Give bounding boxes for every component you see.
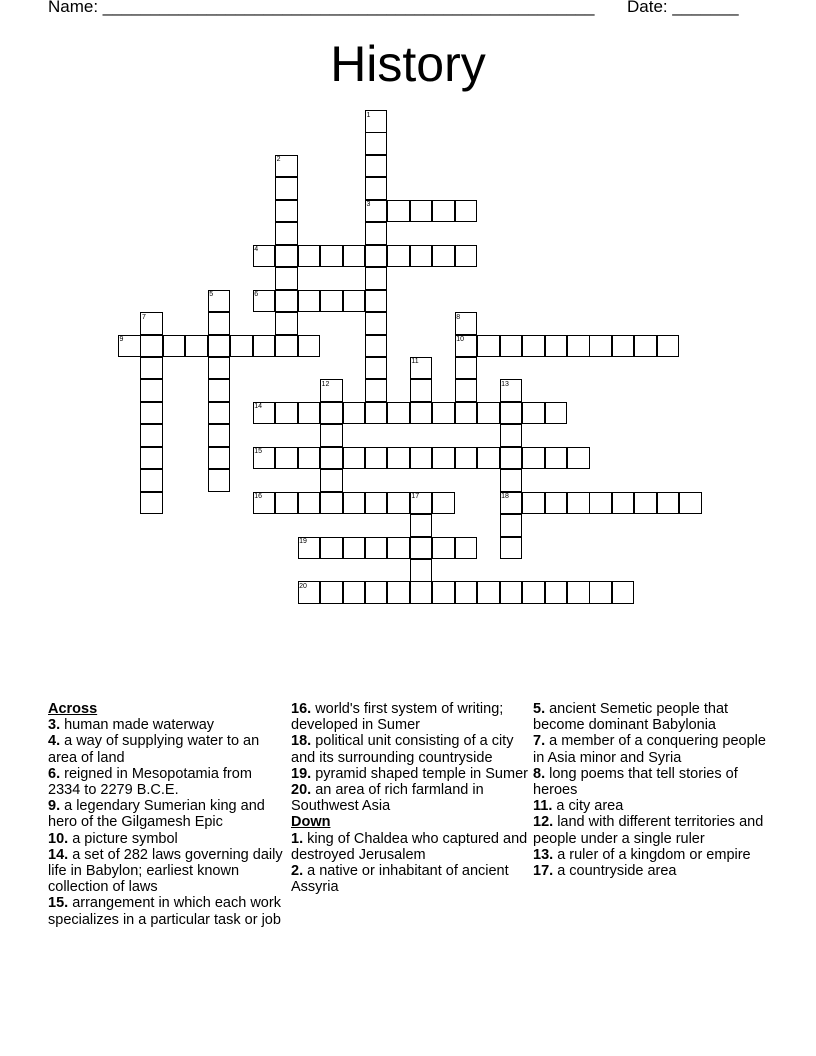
name-line[interactable]: ____________________________________________________ bbox=[102, 0, 595, 16]
crossword-cell[interactable] bbox=[343, 402, 366, 425]
clue-text: ancient Semetic people that become dominant Babylonia bbox=[533, 701, 729, 734]
crossword-cell[interactable] bbox=[140, 424, 163, 447]
crossword-cell[interactable] bbox=[275, 447, 298, 470]
crossword-cell[interactable] bbox=[500, 335, 523, 358]
crossword-cell[interactable] bbox=[432, 581, 455, 604]
clue-number-label: 8 bbox=[456, 313, 461, 321]
clues-column-3 bbox=[533, 701, 769, 879]
crossword-cell[interactable] bbox=[343, 447, 366, 470]
crossword-cell[interactable] bbox=[500, 424, 523, 447]
crossword-cell[interactable] bbox=[455, 200, 478, 223]
clue-number: 7. bbox=[533, 733, 546, 750]
across-heading: Across bbox=[48, 701, 98, 717]
crossword-cell[interactable] bbox=[679, 492, 702, 515]
crossword-cell[interactable] bbox=[365, 492, 388, 515]
crossword-cell[interactable] bbox=[365, 581, 388, 604]
clue-text: a picture symbol bbox=[68, 830, 178, 847]
clue-text: king of Chaldea who captured and destroyed Jerusalem bbox=[291, 830, 528, 863]
clue-text: a set of 282 laws governing daily life in Babylon; earliest known collection of laws bbox=[48, 846, 283, 896]
crossword-cell[interactable] bbox=[432, 200, 455, 223]
crossword-cell[interactable] bbox=[140, 379, 163, 402]
crossword-cell[interactable] bbox=[365, 312, 388, 335]
clue-item bbox=[48, 733, 288, 765]
clue-number-label: 15 bbox=[254, 448, 262, 456]
clue-item bbox=[48, 798, 288, 830]
clue-text: political unit consisting of a city and its surrounding countryside bbox=[291, 733, 514, 766]
date-label: Date: bbox=[627, 0, 673, 16]
clue-number-label: 19 bbox=[299, 538, 307, 546]
clue-number-label: 12 bbox=[321, 380, 330, 388]
clue-number-label: 16 bbox=[254, 493, 262, 501]
page-title: History bbox=[330, 36, 486, 92]
crossword-cell[interactable] bbox=[140, 357, 163, 380]
crossword-cell[interactable] bbox=[589, 492, 612, 515]
clue-text: a countryside area bbox=[553, 863, 677, 880]
clue-number: 2. bbox=[291, 863, 304, 880]
crossword-cell[interactable] bbox=[657, 492, 680, 515]
crossword-cell[interactable] bbox=[253, 335, 276, 358]
crossword-cell[interactable] bbox=[410, 559, 433, 582]
clues-column-2 bbox=[291, 701, 529, 895]
crossword-cell[interactable] bbox=[275, 402, 298, 425]
crossword-cell[interactable] bbox=[410, 537, 433, 560]
crossword-cell[interactable] bbox=[387, 447, 410, 470]
crossword-cell[interactable] bbox=[545, 402, 568, 425]
clue-item bbox=[48, 847, 288, 896]
crossword-cell[interactable] bbox=[343, 581, 366, 604]
crossword-cell[interactable] bbox=[432, 245, 455, 268]
crossword-cell[interactable] bbox=[432, 402, 455, 425]
crossword-cell[interactable] bbox=[387, 200, 410, 223]
crossword-cell[interactable] bbox=[185, 335, 208, 358]
clue-number: 6. bbox=[48, 765, 61, 782]
crossword-cell[interactable] bbox=[365, 245, 388, 268]
crossword-cell[interactable] bbox=[477, 581, 500, 604]
crossword-cell[interactable] bbox=[545, 492, 568, 515]
crossword-cell[interactable] bbox=[387, 402, 410, 425]
crossword-cell[interactable] bbox=[455, 357, 478, 380]
clue-number: 9. bbox=[48, 798, 61, 815]
crossword-cell[interactable] bbox=[320, 492, 343, 515]
crossword-cell[interactable] bbox=[545, 447, 568, 470]
clue-item bbox=[291, 766, 529, 782]
crossword-cell[interactable] bbox=[163, 335, 186, 358]
clue-number: 8. bbox=[533, 765, 546, 782]
clue-item bbox=[533, 701, 769, 733]
clue-item bbox=[533, 798, 769, 814]
across-clue-list bbox=[48, 717, 288, 928]
crossword-cell[interactable] bbox=[320, 402, 343, 425]
crossword-cell[interactable] bbox=[275, 335, 298, 358]
crossword-cell[interactable] bbox=[343, 290, 366, 313]
clue-item bbox=[48, 717, 288, 733]
clue-text: arrangement in which each work specializes in a particular task or job bbox=[48, 895, 281, 928]
clue-number-label: 4 bbox=[254, 246, 259, 254]
clue-item bbox=[48, 895, 288, 927]
crossword-cell[interactable] bbox=[387, 245, 410, 268]
crossword-cell[interactable] bbox=[343, 245, 366, 268]
crossword-cell[interactable] bbox=[545, 581, 568, 604]
clue-item bbox=[291, 863, 529, 895]
crossword-cell[interactable] bbox=[567, 335, 590, 358]
crossword-cell[interactable] bbox=[140, 469, 163, 492]
crossword-cell[interactable] bbox=[320, 469, 343, 492]
crossword-cell[interactable] bbox=[365, 379, 388, 402]
crossword-cell[interactable] bbox=[432, 447, 455, 470]
crossword-cell[interactable] bbox=[140, 447, 163, 470]
crossword-cell[interactable] bbox=[522, 581, 545, 604]
crossword-cell[interactable] bbox=[432, 492, 455, 515]
clue-number-label: 17 bbox=[411, 493, 420, 501]
clue-text: a member of a conquering people in Asia minor and Syria bbox=[533, 733, 766, 766]
crossword-cell[interactable] bbox=[365, 357, 388, 380]
clue-number: 4. bbox=[48, 733, 61, 750]
crossword-cell[interactable] bbox=[410, 200, 433, 223]
clue-item bbox=[533, 733, 769, 765]
crossword-cell[interactable] bbox=[432, 537, 455, 560]
crossword-cell[interactable] bbox=[320, 245, 343, 268]
crossword-cell[interactable] bbox=[387, 537, 410, 560]
clue-number-label: 1 bbox=[366, 111, 371, 119]
across-clue-list-continued bbox=[291, 701, 529, 814]
crossword-cell[interactable] bbox=[545, 335, 568, 358]
crossword-cell[interactable] bbox=[455, 537, 478, 560]
crossword-cell[interactable] bbox=[387, 581, 410, 604]
crossword-cell[interactable] bbox=[365, 537, 388, 560]
down-clue-list bbox=[291, 831, 529, 896]
clues-column-1 bbox=[48, 701, 288, 928]
clue-item bbox=[533, 863, 769, 879]
crossword-cell[interactable] bbox=[365, 132, 388, 155]
clue-text: long poems that tell stories of heroes bbox=[533, 765, 738, 799]
crossword-cell[interactable] bbox=[208, 447, 231, 470]
crossword-cell[interactable] bbox=[275, 492, 298, 515]
crossword-cell[interactable] bbox=[410, 447, 433, 470]
crossword-cell[interactable] bbox=[208, 424, 231, 447]
crossword-cell[interactable] bbox=[275, 312, 298, 335]
crossword-cell[interactable] bbox=[230, 335, 253, 358]
crossword-cell[interactable] bbox=[522, 492, 545, 515]
crossword-cell[interactable] bbox=[500, 581, 523, 604]
clue-number-label: 6 bbox=[254, 291, 259, 299]
crossword-cell[interactable] bbox=[365, 402, 388, 425]
clue-text: land with different territories and people under a single ruler bbox=[533, 814, 764, 847]
crossword-cell[interactable] bbox=[589, 335, 612, 358]
crossword-cell[interactable] bbox=[500, 469, 523, 492]
crossword-cell[interactable] bbox=[208, 312, 231, 335]
clue-number: 17. bbox=[533, 863, 554, 880]
crossword-cell[interactable] bbox=[298, 492, 321, 515]
crossword-cell[interactable] bbox=[455, 245, 478, 268]
crossword-cell[interactable] bbox=[208, 402, 231, 425]
clue-number-label: 3 bbox=[366, 201, 371, 209]
crossword-cell[interactable] bbox=[320, 447, 343, 470]
crossword-cell[interactable] bbox=[140, 335, 163, 358]
crossword-cell[interactable] bbox=[298, 245, 321, 268]
crossword-cell[interactable] bbox=[275, 245, 298, 268]
clue-item bbox=[533, 766, 769, 798]
clue-number: 16. bbox=[291, 701, 312, 717]
clue-text: human made waterway bbox=[60, 717, 215, 734]
crossword-cell[interactable] bbox=[522, 402, 545, 425]
crossword-cell[interactable] bbox=[365, 155, 388, 178]
crossword-cell[interactable] bbox=[365, 267, 388, 290]
clue-text: pyramid shaped temple in Sumer bbox=[311, 765, 528, 782]
clue-number: 18. bbox=[291, 733, 312, 750]
clue-number: 1. bbox=[291, 830, 304, 847]
clue-item bbox=[291, 782, 529, 814]
crossword-cell[interactable] bbox=[275, 200, 298, 223]
clue-item bbox=[533, 814, 769, 846]
crossword-cell[interactable] bbox=[567, 581, 590, 604]
clue-text: reigned in Mesopotamia from 2334 to 2279 B.C.E. bbox=[48, 765, 252, 799]
clue-number-label: 18 bbox=[501, 493, 509, 501]
clue-number-label: 2 bbox=[276, 156, 281, 164]
clue-item bbox=[48, 831, 288, 847]
clue-number-label: 10 bbox=[456, 336, 465, 343]
crossword-cell[interactable] bbox=[275, 177, 298, 200]
crossword-cell[interactable] bbox=[298, 402, 321, 425]
crossword-cell[interactable] bbox=[365, 447, 388, 470]
crossword-cell[interactable] bbox=[387, 492, 410, 515]
clue-text: a city area bbox=[552, 798, 624, 815]
crossword-cell[interactable] bbox=[298, 335, 321, 358]
clue-number: 3. bbox=[48, 717, 61, 734]
crossword-cell[interactable] bbox=[410, 245, 433, 268]
crossword-cell[interactable] bbox=[567, 447, 590, 470]
clue-item bbox=[48, 766, 288, 798]
crossword-cell[interactable] bbox=[477, 402, 500, 425]
clue-number-label: 13 bbox=[501, 380, 509, 388]
crossword-cell[interactable] bbox=[320, 290, 343, 313]
clue-number-label: 7 bbox=[141, 313, 146, 321]
crossword-cell[interactable] bbox=[500, 402, 523, 425]
clue-number-label: 11 bbox=[411, 358, 419, 366]
crossword-cell[interactable] bbox=[275, 222, 298, 245]
crossword-cell[interactable] bbox=[634, 492, 657, 515]
crossword-cell[interactable] bbox=[365, 222, 388, 245]
crossword-cell[interactable] bbox=[522, 447, 545, 470]
crossword-cell[interactable] bbox=[567, 492, 590, 515]
clue-item bbox=[291, 733, 529, 765]
crossword-cell[interactable] bbox=[477, 447, 500, 470]
crossword-cell[interactable] bbox=[410, 379, 433, 402]
crossword-cell[interactable] bbox=[589, 581, 612, 604]
clue-item bbox=[533, 847, 769, 863]
clue-number: 13. bbox=[533, 846, 554, 863]
crossword-cell[interactable] bbox=[365, 290, 388, 313]
clue-number: 15. bbox=[48, 895, 69, 912]
crossword-cell[interactable] bbox=[455, 379, 478, 402]
crossword-cell[interactable] bbox=[410, 514, 433, 537]
clue-text: a ruler of a kingdom or empire bbox=[553, 846, 751, 863]
clue-number-label: 5 bbox=[209, 291, 214, 299]
crossword-cell[interactable] bbox=[365, 177, 388, 200]
clue-number-label: 9 bbox=[119, 336, 124, 343]
crossword-cell[interactable] bbox=[612, 492, 635, 515]
crossword-cell[interactable] bbox=[657, 335, 680, 358]
crossword-cell[interactable] bbox=[455, 581, 478, 604]
crossword-cell[interactable] bbox=[410, 581, 433, 604]
clue-number: 14. bbox=[48, 846, 69, 863]
clue-text: world's first system of writing; developed in Sumer bbox=[291, 701, 504, 734]
clue-number-label: 14 bbox=[254, 403, 262, 411]
crossword-cell[interactable] bbox=[275, 267, 298, 290]
crossword-cell[interactable] bbox=[343, 537, 366, 560]
crossword-cell[interactable] bbox=[298, 290, 321, 313]
clue-number-label: 20 bbox=[299, 582, 307, 590]
clue-number: 5. bbox=[533, 701, 546, 717]
crossword-cell[interactable] bbox=[634, 335, 657, 358]
clue-item bbox=[291, 831, 529, 863]
clue-text: a way of supplying water to an area of land bbox=[48, 733, 260, 766]
crossword-cell[interactable] bbox=[140, 492, 163, 515]
crossword-cell[interactable] bbox=[500, 537, 523, 560]
name-label: Name: bbox=[48, 0, 103, 16]
crossword-cell[interactable] bbox=[612, 335, 635, 358]
crossword-cell[interactable] bbox=[208, 379, 231, 402]
crossword-cell[interactable] bbox=[298, 447, 321, 470]
crossword-cell[interactable] bbox=[365, 335, 388, 358]
crossword-cell[interactable] bbox=[410, 402, 433, 425]
down-heading: Down bbox=[291, 814, 331, 831]
clue-text: a legendary Sumerian king and hero of the Gilgamesh Epic bbox=[48, 798, 265, 831]
crossword-cell[interactable] bbox=[455, 447, 478, 470]
crossword-cell[interactable] bbox=[208, 335, 231, 358]
crossword-cell[interactable] bbox=[275, 290, 298, 313]
clue-number: 10. bbox=[48, 830, 69, 847]
clue-text: an area of rich farmland in Southwest Asia bbox=[291, 782, 484, 815]
clue-number: 19. bbox=[291, 765, 312, 782]
crossword-cell[interactable] bbox=[320, 537, 343, 560]
crossword-cell[interactable] bbox=[320, 581, 343, 604]
crossword-cell[interactable] bbox=[208, 357, 231, 380]
crossword-cell[interactable] bbox=[320, 424, 343, 447]
crossword-cell[interactable] bbox=[208, 469, 231, 492]
down-clue-list-continued bbox=[533, 701, 769, 879]
date-line[interactable]: _______ bbox=[672, 0, 739, 16]
crossword-cell[interactable] bbox=[455, 402, 478, 425]
clue-item bbox=[291, 701, 529, 733]
crossword-cell[interactable] bbox=[477, 335, 500, 358]
crossword-cell[interactable] bbox=[140, 402, 163, 425]
clue-number: 12. bbox=[533, 814, 554, 831]
clue-number: 11. bbox=[533, 798, 553, 815]
crossword-cell[interactable] bbox=[522, 335, 545, 358]
clue-text: a native or inhabitant of ancient Assyria bbox=[291, 863, 509, 896]
clue-number: 20. bbox=[291, 782, 312, 799]
crossword-cell[interactable] bbox=[612, 581, 635, 604]
crossword-cell[interactable] bbox=[500, 447, 523, 470]
crossword-cell[interactable] bbox=[343, 492, 366, 515]
crossword-cell[interactable] bbox=[500, 514, 523, 537]
